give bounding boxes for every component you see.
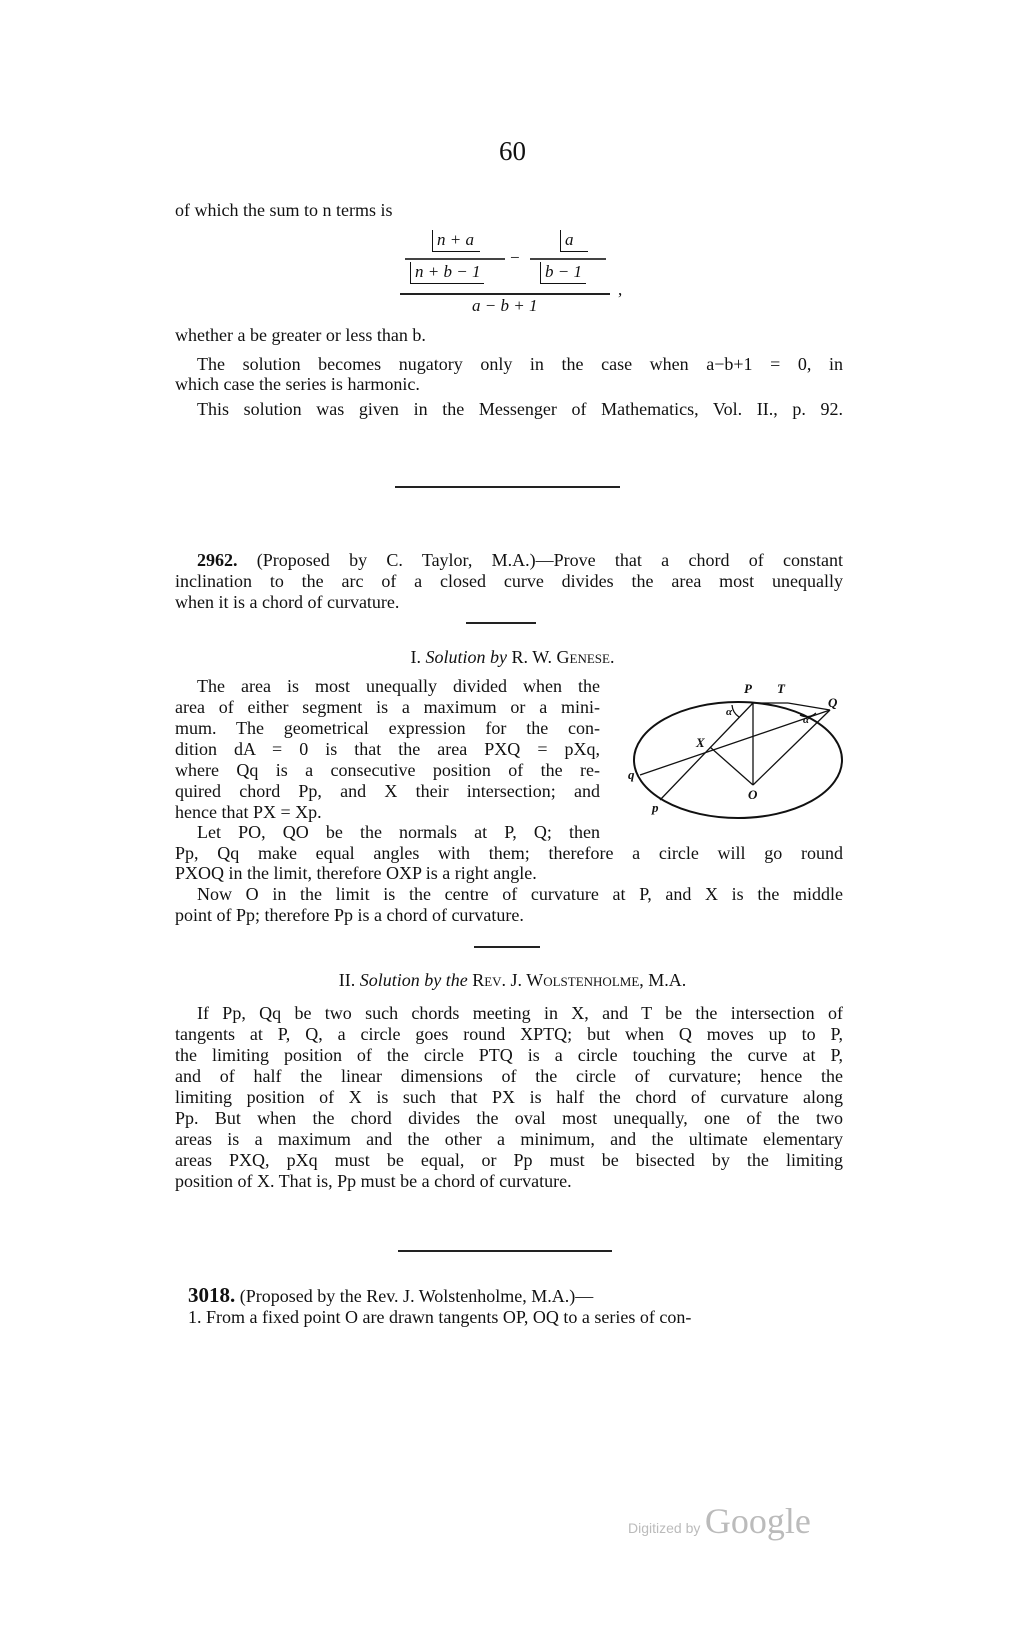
label-T: T — [777, 681, 785, 696]
label-Q: Q — [828, 695, 838, 710]
heading-author: Rev. J. Wolstenholme, M.A. — [472, 970, 687, 990]
text-line: mum. The geometrical expression for the con- — [175, 718, 600, 738]
text-line: position of X. That is, Pp must be a chord of curvature. — [175, 1171, 572, 1191]
text-line: 1. From a fixed point O are drawn tangents OP, OQ to a series of con- — [188, 1307, 692, 1327]
text-line: If Pp, Qq be two such chords meeting in X, and T be the intersection of — [197, 1003, 843, 1023]
google-logo: Google — [704, 1501, 811, 1541]
page-number: 60 — [499, 136, 526, 166]
label-alpha: α — [726, 706, 733, 718]
text-line: dition dA = 0 is that the area PXQ = pXq, — [175, 739, 600, 759]
text-line: PXOQ in the limit, therefore OXP is a right angle. — [175, 863, 537, 883]
text-line: of which the sum to n terms is — [175, 200, 393, 220]
text-line: tangents at P, Q, a circle goes round XPTQ; but when Q moves up to P, — [175, 1024, 843, 1044]
text-line: limiting position of X is such that PX is half the chord of curvature along — [175, 1087, 843, 1107]
formula-den2: b − 1 — [540, 262, 586, 284]
formula-den1: n + b − 1 — [410, 262, 484, 284]
heading-by: Solution by the — [359, 970, 468, 990]
label-p: p — [652, 800, 659, 815]
heading-author: R. W. Genese. — [511, 647, 615, 667]
heading-prefix: II. — [338, 970, 356, 990]
text-line: areas PXQ, pXq must be equal, or Pp must be bisected by the limiting — [175, 1150, 843, 1170]
text-line: which case the series is harmonic. — [175, 374, 420, 394]
text-line: where Qq is a consecutive position of the re- — [175, 760, 600, 780]
label-P: P — [744, 681, 752, 696]
divider — [398, 1250, 612, 1252]
text-line: The area is most unequally divided when the — [197, 676, 600, 696]
divider — [466, 622, 536, 624]
heading-by: Solution by — [425, 647, 508, 667]
problem-number: 3018. — [188, 1283, 236, 1307]
formula-num1: n + a — [432, 230, 480, 252]
problem-2962-line — [175, 550, 843, 570]
text-line: inclination to the arc of a closed curve divides the area most unequally — [175, 571, 843, 591]
formula-denominator: a − b + 1 — [472, 296, 538, 315]
text-line: Pp, Qq make equal angles with them; therefore a circle will go round — [175, 843, 843, 863]
text-line: point of Pp; therefore Pp is a chord of curvature. — [175, 905, 524, 925]
formula-minus: − — [510, 248, 520, 267]
label-X: X — [696, 735, 705, 750]
text: (Proposed by the Rev. J. Wolstenholme, M.A.)— — [239, 1286, 594, 1306]
watermark — [628, 1500, 811, 1542]
text: (Proposed by C. Taylor, M.A.)—Prove that a chord of constant — [256, 550, 843, 570]
text-line: quired chord Pp, and X their intersection; and — [175, 781, 600, 801]
text-line: Now O in the limit is the centre of curvature at P, and X is the middle — [197, 884, 843, 904]
text-line: This solution was given in the Messenger of Mathematics, Vol. II., p. 92. — [197, 399, 843, 419]
formula-comma: , — [618, 280, 623, 299]
text-line: whether a be greater or less than b. — [175, 325, 426, 345]
label-q: q — [628, 767, 635, 782]
heading-prefix: I. — [410, 647, 422, 667]
watermark-prefix: Digitized by — [628, 1520, 701, 1536]
text-line: Let PO, QO be the normals at P, Q; then — [197, 822, 600, 842]
divider — [395, 486, 620, 488]
ellipse-chord-figure — [620, 675, 850, 825]
text-line: the limiting position of the circle PTQ is a circle touching the curve at P, — [175, 1045, 843, 1065]
solution-2-heading — [0, 970, 1025, 991]
text-line: when it is a chord of curvature. — [175, 592, 400, 612]
text-line: The solution becomes nugatory only in the case when a−b+1 = 0, in — [197, 354, 843, 374]
label-O: O — [748, 787, 758, 802]
formula-num2: a — [560, 230, 588, 252]
divider — [474, 946, 540, 948]
solution-1-heading — [0, 647, 1025, 668]
label-alpha: α — [803, 714, 810, 726]
text-line: area of either segment is a maximum or a mini- — [175, 697, 600, 717]
problem-number: 2962. — [197, 550, 238, 570]
text-line: hence that PX = Xp. — [175, 802, 322, 822]
text-line: and of half the linear dimensions of the circle of curvature; hence the — [175, 1066, 843, 1086]
problem-3018-line — [188, 1285, 856, 1306]
text-line: Pp. But when the chord divides the oval most unequally, one of the two — [175, 1108, 843, 1128]
text-line: areas is a maximum and the other a minimum, and the ultimate elementary — [175, 1129, 843, 1149]
